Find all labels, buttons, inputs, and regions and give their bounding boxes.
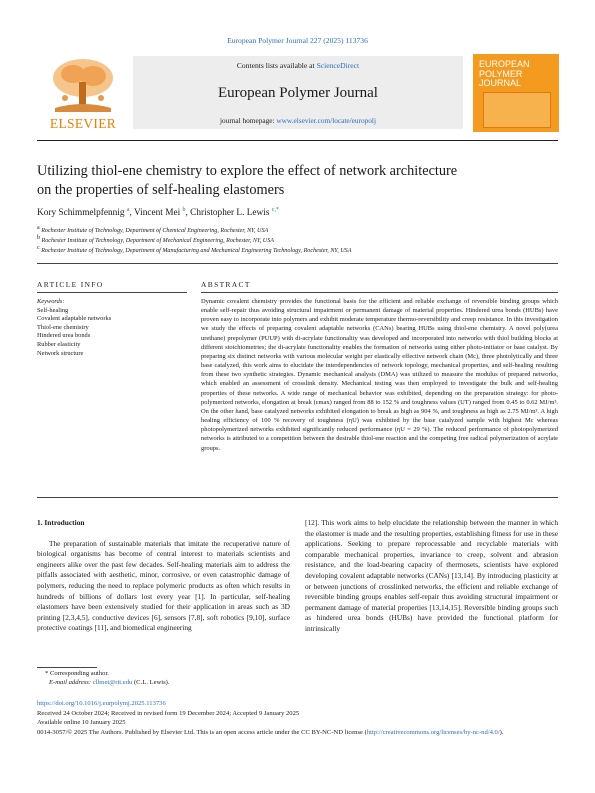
corresponding-author-note: * Corresponding author.: [45, 670, 109, 677]
article-footer: [37, 699, 558, 737]
contents-prefix: Contents lists available at: [236, 61, 317, 70]
license-suffix: ).: [499, 728, 504, 736]
corresponding-text: Corresponding author.: [49, 670, 109, 677]
abstract-bottom-divider: [37, 497, 558, 498]
affiliation-mark: c: [37, 245, 40, 251]
homepage-prefix: journal homepage:: [220, 116, 277, 125]
contents-line: [133, 61, 463, 70]
author-affiliation-mark[interactable]: a: [126, 206, 130, 213]
keyword-item: Network structure: [37, 349, 84, 357]
article-info-divider: [37, 292, 187, 293]
elsevier-wordmark: ELSEVIER: [49, 116, 117, 131]
elsevier-logo: [37, 52, 129, 132]
article-title: [37, 162, 558, 200]
email-suffix: (C.L. Lewis).: [133, 679, 170, 687]
available-online: Available online 10 January 2025: [37, 719, 126, 727]
received-dates: Received 24 October 2024; Received in revised form 19 December 2024; Accepted 9 January 2025: [37, 709, 300, 717]
title-line-1: Utilizing thiol-ene chemistry to explore the effect of network architecture: [37, 163, 458, 179]
homepage-link[interactable]: www.elsevier.com/locate/europolj: [276, 116, 376, 125]
abstract-divider: [201, 292, 558, 293]
body-column-left: [37, 518, 290, 634]
sciencedirect-link[interactable]: ScienceDirect: [316, 61, 360, 70]
affiliation-divider: [37, 263, 558, 264]
affiliation-mark: a: [37, 225, 40, 231]
email-line: [37, 678, 297, 687]
affiliation: [37, 235, 558, 245]
homepage-line: [133, 116, 463, 125]
footnote: [37, 669, 297, 688]
license-prefix: 0014-3057/© 2025 The Authors. Published by Elsevier Ltd. This is an open access article under the CC BY-NC-ND license (: [37, 728, 367, 736]
journal-citation[interactable]: European Polymer Journal 227 (2025) 113736: [227, 36, 368, 45]
body-paragraph: [12]. This work aims to help elucidate the relationship between the manner in which the elastomer is made and the resulting properties, establishing fitness for use in these applications. Seeking to prepare reprocessable and recyclable materials with comparable mechanical properties, invariance to creep, solvent and abrasion resistance, and the load-bearing capacity of thermosets, scientists have explored developing covalent adaptable networks (CANs) [13,14]. By introducing plasticity at or between junctions of crosslinked networks, the efficient and reliable exchange of reversible binding groups enables self-repair thus avoiding structural impairment or permanent damage of material properties [13,14,15]. Reversible binding groups such as hindered urea bonds (HUBs) have provided the functional platform for intrinsically: [305, 518, 558, 633]
section-heading: 1. Introduction: [37, 518, 85, 527]
body-column-right: [305, 518, 558, 635]
author-list: Kory Schimmelpfennig $^a$, Vincent Mei $^b$, Christopher L. Lewis $^{c,*}$: [37, 206, 279, 218]
keyword-item: Rubber elasticity: [37, 340, 81, 348]
keyword-item: Thiol-ene chemistry: [37, 323, 89, 331]
keywords-title: Keywords:: [37, 298, 65, 305]
keyword-item: Hindered urea bonds: [37, 332, 91, 340]
doi-link[interactable]: https://doi.org/10.1016/j.eurpolymj.2025.113736: [37, 700, 166, 707]
header-divider: [37, 140, 558, 141]
license-link[interactable]: http://creativecommons.org/licenses/by-nc-nd/4.0/: [366, 728, 500, 736]
journal-cover-thumbnail: [473, 54, 559, 132]
author-affiliation-mark[interactable]: c,*: [271, 206, 279, 213]
journal-banner: [133, 56, 463, 129]
email-label: E-mail address:: [49, 679, 92, 687]
keywords-block: [37, 298, 187, 358]
affiliation: [37, 225, 558, 235]
keyword-item: Self-healing: [37, 306, 69, 314]
affiliation-mark: b: [37, 235, 40, 241]
article-info-heading: ARTICLE INFO: [37, 280, 104, 289]
cover-title: EUROPEAN POLYMER JOURNAL: [479, 59, 530, 88]
abstract-heading: ABSTRACT: [201, 280, 251, 289]
affiliation-text: Rochester Institute of Technology, Department of Chemical Engineering, Rochester, NY, USA: [41, 228, 269, 235]
abstract-text: Dynamic covalent chemistry provides the functional basis for the efficient and reliable exchange of reversible binding groups which enable self-repair thus avoiding structural impairment or permanent damage of material properties. Hindered urea bonds (HUBs) have proven easy to incorporate into polymers and exhibit moderate temperature thermo-reversibility and creep resistance. In this investigation we study the effects of preparing covalent adaptable networks (CANs) bearing HUBs using thiol-ene chemistry. A novel poly(urea urethane) prepolymer (PUUP) with di-acrylate functionality was developed and incorporated into networks with thiol building blocks at different stoichiometries; the di-acrylate functionality enables the formation of networks using either photo-initiator or base catalyst. By preparing six distinct networks with various molecular weight per elastically effective network chain (Mc), three photolytically and three base catalyzed, this work aims to elucidate the interdependencies of network topology, mechanical properties, and self-healing resulting from these two synthetic strategies. Dynamic mechanical analysis (DMA) was utilized to measure the modulus of prepared networks, which enabled an assessment of crosslink density. Mechanical testing was then employed to investigate the bulk and self-healing properties of these networks. A wide range of mechanical behavior was exhibited, depending on the preparation strategy: for photo-polymerized networks, elongation at break (εmax) ranged from 88 to 152 % and toughness values (UT) ranged from 0.45 to 0.62 MJ/m³. On the other hand, base catalyzed networks exhibited elongation to break as high as 904 %, and toughness as high as 2.75 MJ/m³. A high healing efficiency of 100 % recovery of toughness (ηU) was exhibited by the base catalyzed sample with highest Mc whereas photopolymerized networks exhibited significantly reduced performance (ηU = 29 %). The reduced performance of photopolymerized networks is attributed to a competition between the desirable thiol-ene reaction and the competing free radical polymerization of acrylate groups.: [201, 298, 558, 452]
affiliation-text: Rochester Institute of Technology, Department of Mechanical Engineering, Rochester, NY, USA: [41, 238, 274, 245]
elsevier-tree-icon: [47, 56, 119, 114]
email-link[interactable]: cllmet@rit.edu: [92, 679, 133, 687]
author-affiliation-mark[interactable]: b: [182, 206, 186, 213]
journal-title: European Polymer Journal: [218, 85, 378, 101]
author-name: Kory Schimmelpfennig: [37, 208, 125, 218]
affiliation: [37, 245, 558, 255]
cover-art: [483, 92, 551, 128]
footnote-divider: [37, 667, 97, 668]
keyword-item: Covalent adaptable networks: [37, 315, 112, 323]
body-paragraph: The preparation of sustainable materials that imitate the recuperative nature of biological organisms has become of central interest to materials scientists and engineers alike over the past few decades. Self-healing materials aim to address the pitfalls associated with aesthetic, minor, corrosive, or even catastrophic damage of polymers, reducing the need to replace polymeric products as often which results in hundreds of billions of dollars lost every year [1]. In particular, self-healing elastomers have been extensively studied for their application in areas such as 3D printing [2,3,4,5], conductive devices [6], sensors [7,8], soft robotics [9,10], surface protective coatings [11], and biomedical engineering: [37, 538, 290, 633]
author-name: Vincent Mei: [134, 208, 181, 218]
author-name: Christopher L. Lewis: [190, 208, 270, 218]
affiliation-text: Rochester Institute of Technology, Department of Manufacturing and Mechanical Engineering Technology, Rochester, NY, USA: [41, 248, 352, 255]
license-line: [37, 728, 558, 738]
title-line-2: on the properties of self-healing elastomers: [37, 182, 285, 198]
